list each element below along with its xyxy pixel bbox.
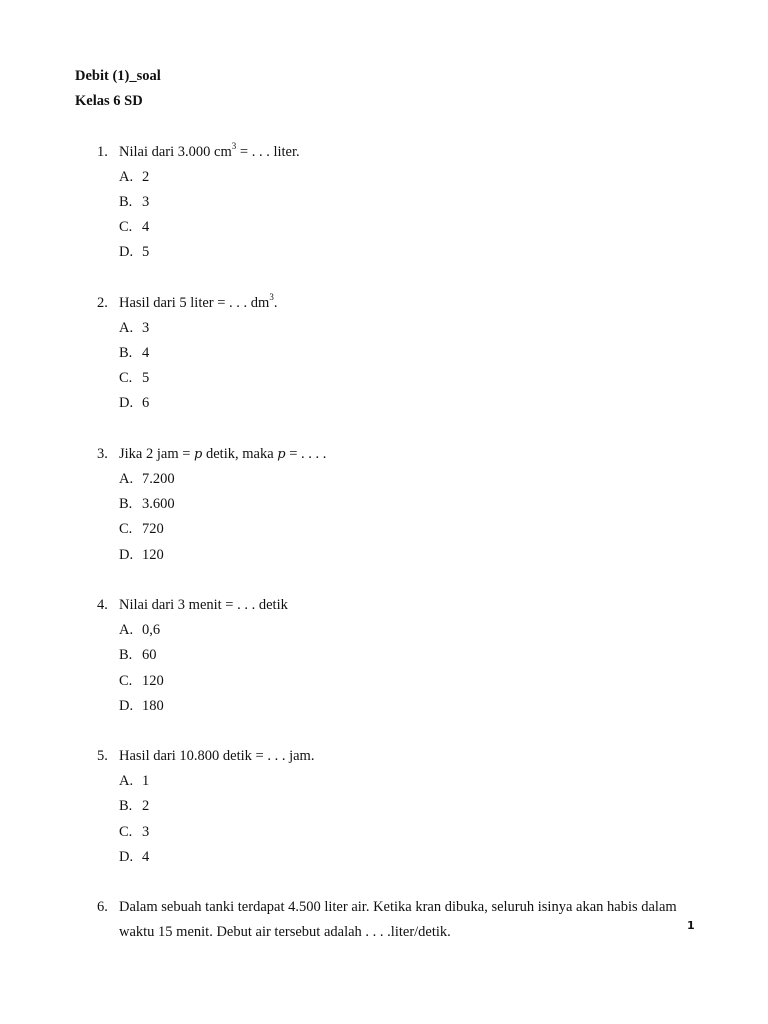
blank-line bbox=[75, 114, 695, 139]
question-text bbox=[119, 291, 695, 316]
option-letter: A. bbox=[119, 471, 134, 487]
text-segment: Nilai dari 3 menit = . . . detik bbox=[119, 596, 288, 613]
answer-option bbox=[75, 316, 695, 341]
document-title: Debit (1)_soal bbox=[75, 68, 161, 84]
option-value: 3 bbox=[142, 319, 150, 336]
document-page bbox=[75, 64, 695, 946]
option-letter: B. bbox=[119, 647, 133, 664]
text-segment: = . . . liter. bbox=[236, 143, 300, 160]
blank-line bbox=[75, 719, 695, 744]
answer-option bbox=[75, 190, 695, 215]
math-variable: p bbox=[194, 446, 203, 462]
option-letter: D. bbox=[119, 546, 134, 563]
option-letter: A. bbox=[119, 773, 134, 790]
option-letter: D. bbox=[119, 244, 134, 261]
question-text bbox=[119, 140, 695, 165]
text-segment: Dalam sebuah tanki terdapat 4.500 liter air. Ketika kran dibuka, seluruh isinya akan habis dalam waktu 15 menit. Debut air tersebut adalah . . . .liter/detik. bbox=[119, 899, 677, 941]
answer-option bbox=[75, 391, 695, 416]
answer-option bbox=[75, 643, 695, 668]
answer-option bbox=[75, 794, 695, 819]
option-value: 4 bbox=[142, 848, 150, 865]
option-value: 7.200 bbox=[142, 471, 175, 487]
answer-option bbox=[75, 694, 695, 719]
option-letter: C. bbox=[119, 521, 133, 538]
superscript: 3 bbox=[231, 140, 237, 151]
question-2 bbox=[75, 291, 695, 316]
text-segment: . bbox=[273, 294, 278, 311]
option-letter: C. bbox=[119, 370, 133, 387]
answer-option bbox=[75, 341, 695, 366]
answer-option bbox=[75, 215, 695, 240]
answer-option bbox=[75, 517, 695, 542]
question-number: 5. bbox=[97, 748, 108, 765]
blank-line bbox=[75, 870, 695, 895]
page-number: 1 bbox=[687, 919, 695, 932]
answer-option bbox=[75, 240, 695, 265]
question-text bbox=[119, 895, 695, 945]
answer-option bbox=[75, 669, 695, 694]
question-5 bbox=[75, 744, 695, 769]
option-value: 6 bbox=[142, 395, 150, 412]
answer-option bbox=[75, 543, 695, 568]
question-number: 4. bbox=[97, 596, 108, 613]
option-letter: C. bbox=[119, 672, 133, 689]
answer-option bbox=[75, 820, 695, 845]
blank-line bbox=[75, 417, 695, 442]
text-segment: = . . . . bbox=[285, 445, 327, 462]
option-letter: A. bbox=[119, 168, 134, 185]
answer-option bbox=[75, 366, 695, 391]
superscript: 3 bbox=[269, 291, 274, 302]
option-value: 60 bbox=[142, 647, 157, 664]
option-value: 2 bbox=[142, 798, 150, 815]
question-number: 1. bbox=[97, 143, 108, 160]
option-value: 180 bbox=[142, 697, 164, 714]
question-number: 3. bbox=[97, 445, 108, 462]
math-variable: p bbox=[277, 446, 286, 462]
question-number: 2. bbox=[97, 294, 108, 311]
option-letter: C. bbox=[119, 823, 133, 840]
text-segment: Hasil dari 10.800 detik = . . . jam. bbox=[119, 748, 315, 765]
answer-option bbox=[75, 165, 695, 190]
answer-option bbox=[75, 467, 695, 492]
option-letter: B. bbox=[119, 496, 133, 513]
option-value: 3 bbox=[142, 823, 150, 840]
option-letter: D. bbox=[119, 848, 134, 865]
option-letter: B. bbox=[119, 345, 133, 362]
option-letter: C. bbox=[119, 219, 133, 236]
text-segment: detik, maka bbox=[202, 445, 278, 462]
option-value: 120 bbox=[142, 546, 164, 563]
option-value: 0,6 bbox=[142, 622, 161, 639]
question-1 bbox=[75, 140, 695, 165]
question-number: 6. bbox=[97, 899, 108, 916]
option-letter: B. bbox=[119, 193, 133, 210]
question-list bbox=[75, 114, 695, 945]
question-4 bbox=[75, 593, 695, 618]
option-value: 1 bbox=[142, 773, 150, 790]
text-segment: Nilai dari 3.000 cm bbox=[119, 143, 232, 160]
question-6 bbox=[75, 895, 695, 945]
text-segment: Jika 2 jam = bbox=[119, 445, 195, 462]
option-letter: B. bbox=[119, 798, 133, 815]
answer-option bbox=[75, 845, 695, 870]
question-text bbox=[119, 744, 695, 769]
option-value: 5 bbox=[142, 370, 150, 387]
option-value: 3 bbox=[142, 193, 150, 210]
option-letter: A. bbox=[119, 319, 134, 336]
question-text bbox=[119, 442, 695, 467]
option-value: 4 bbox=[142, 219, 150, 236]
option-value: 720 bbox=[142, 521, 164, 538]
answer-option bbox=[75, 492, 695, 517]
answer-option bbox=[75, 769, 695, 794]
option-value: 2 bbox=[142, 168, 150, 185]
option-value: 120 bbox=[142, 672, 164, 689]
blank-line bbox=[75, 568, 695, 593]
option-value: 4 bbox=[142, 345, 150, 362]
option-value: 5 bbox=[142, 244, 150, 261]
answer-option bbox=[75, 618, 695, 643]
question-text bbox=[119, 593, 695, 618]
blank-line bbox=[75, 266, 695, 291]
option-letter: D. bbox=[119, 697, 134, 714]
option-letter: A. bbox=[119, 622, 134, 639]
text-segment: Hasil dari 5 liter = . . . dm bbox=[119, 294, 270, 311]
option-value: 3.600 bbox=[142, 496, 175, 513]
option-letter: D. bbox=[119, 395, 134, 412]
question-3 bbox=[75, 442, 695, 467]
class-label: Kelas 6 SD bbox=[75, 93, 143, 110]
